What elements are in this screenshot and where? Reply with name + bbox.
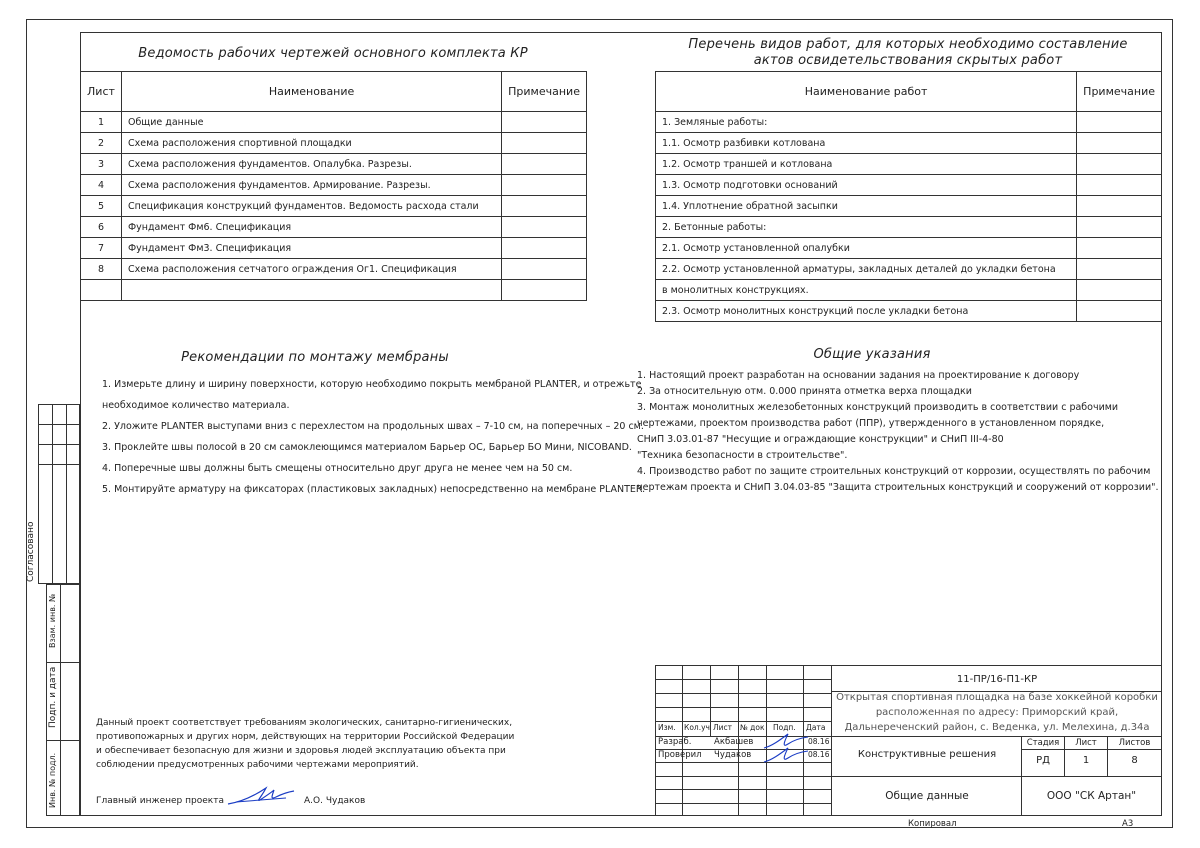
compliance-line: и обеспечивает безопасную для жизни и здоровья людей эксплуатацию объекта при (96, 746, 506, 756)
stamp-doc-title: Общие данные (885, 790, 969, 802)
header-note: Примечание (502, 72, 587, 112)
stamp-sheets: 8 (1131, 755, 1138, 766)
col-header-date: Дата (806, 723, 826, 732)
name-developer: Акбашев (714, 737, 754, 747)
general-text (637, 368, 1157, 496)
stamp-object-line3: Дальнереченский район, с. Веденка, ул. Мелехина, д.34а (844, 722, 1150, 733)
general-line: 4. Производство работ по защите строительных конструкций от коррозии, осуществлять по рабочим (637, 466, 1151, 477)
stamp-stage: РД (1036, 755, 1050, 766)
stamp-company: ООО "СК Артан" (1046, 790, 1137, 802)
side-label-agreed: Согласовано (26, 521, 36, 582)
table-row: 2 Схема расположения спортивной площадки (81, 133, 587, 154)
membrane-text (102, 374, 646, 500)
col-header-list: Лист (713, 723, 733, 732)
drawings-list-title: Ведомость рабочих чертежей основного комплекта КР (138, 46, 528, 61)
membrane-line: необходимое количество материала. (102, 400, 290, 411)
table-row: 1.3. Осмотр подготовки оснований (656, 175, 1162, 196)
general-line: 1. Настоящий проект разработан на основании задания на проектирование к договору (637, 370, 1080, 381)
role-developer: Разраб. (658, 737, 692, 747)
stamp-section: Конструктивные решения (857, 749, 997, 760)
table-row: 1.4. Уплотнение обратной засыпки (656, 196, 1162, 217)
table-row: 3 Схема расположения фундаментов. Опалубка. Разрезы. (81, 154, 587, 175)
footer-copied: Копировал (908, 819, 957, 829)
drawings-list-table (80, 71, 587, 301)
side-stamp (38, 404, 80, 816)
compliance-line: соблюдении предусмотренных рабочими чертежами мероприятий. (96, 760, 419, 770)
side-label-inv-replaced: Взам. инв. № (48, 593, 57, 648)
works-list-table (655, 71, 1162, 322)
works-list-title-line1: Перечень видов работ, для которых необходимо составление (688, 37, 1128, 52)
membrane-line: 5. Монтируйте арматуру на фиксаторах (пластиковых закладных) непосредственно на мембране PLANTER. (102, 484, 646, 495)
header-sheet: Лист (81, 72, 122, 112)
side-label-inv-orig: Инв. № подл. (48, 752, 57, 808)
stamp-sheets-header: Листов (1118, 738, 1151, 748)
table-row: 1.2. Осмотр траншей и котлована (656, 154, 1162, 175)
date-checker: 08.16 (808, 750, 830, 759)
footer-format: А3 (1122, 819, 1134, 829)
membrane-line: 4. Поперечные швы должны быть смещены относительно друг друга не менее чем на 50 см. (102, 463, 573, 474)
membrane-line: 1. Измерьте длину и ширину поверхности, которую необходимо покрыть мембраной PLANTER, и отрежьте (102, 379, 642, 390)
general-line: "Техника безопасности в строительстве". (637, 450, 848, 461)
membrane-line: 3. Проклейте швы полосой в 20 см самоклеющимся материалом Барьер ОС, Барьер БО Мини, NICOBAND. (102, 442, 632, 453)
table-row (81, 280, 587, 301)
table-row: в монолитных конструкциях. (656, 280, 1162, 301)
table-row: 7 Фундамент Фм3. Спецификация (81, 238, 587, 259)
table-row: 2. Бетонные работы: (656, 217, 1162, 238)
general-line: чертежами, проектом производства работ (ППР), утвержденного в установленном порядке, (637, 418, 1105, 429)
stamp-object-line1: Открытая спортивная площадка на базе хоккейной коробки (836, 692, 1158, 703)
header-work-note: Примечание (1077, 72, 1162, 112)
header-work-name: Наименование работ (656, 72, 1077, 112)
chief-engineer-name: А.О. Чудаков (304, 796, 366, 806)
membrane-line: 2. Уложите PLANTER выступами вниз с перехлестом на продольных швах – 7-10 см, на поперечных – 20 см. (102, 421, 644, 432)
table-row: 1 Общие данные (81, 112, 587, 133)
table-row: 6 Фундамент Фм6. Спецификация (81, 217, 587, 238)
works-list-title-line2: актов освидетельствования скрытых работ (753, 53, 1063, 68)
chief-signature (226, 782, 296, 810)
header-name: Наименование (121, 72, 501, 112)
stamp-stage-header: Стадия (1026, 738, 1060, 748)
stamp-object-line2: расположенная по адресу: Приморский край, (875, 707, 1119, 718)
compliance-line: Данный проект соответствует требованиям экологических, санитарно-гигиенических, (96, 718, 513, 728)
stamp-signatures (762, 730, 810, 766)
stamp-sheet-header: Лист (1075, 738, 1097, 748)
general-line: чертежам проекта и СНиП 3.04.03-85 "Защита строительных конструкций и сооружений от коррозии". (637, 482, 1159, 493)
general-line: 2. За относительную отм. 0.000 принята отметка верха площадки (637, 386, 972, 397)
col-header-doc: № док (740, 723, 765, 732)
role-checker: Проверил (658, 750, 702, 760)
table-row: 2.2. Осмотр установленной арматуры, закладных деталей до укладки бетона (656, 259, 1162, 280)
col-header-sign: Подп. (773, 723, 796, 732)
general-title: Общие указания (813, 347, 931, 362)
side-label-sign-date: Подп. и дата (48, 666, 58, 728)
table-row: 4 Схема расположения фундаментов. Армирование. Разрезы. (81, 175, 587, 196)
chief-engineer-label: Главный инженер проекта (96, 796, 224, 806)
compliance-line: противопожарных и других норм, действующих на территории Российской Федерации (96, 732, 515, 742)
table-row: 8 Схема расположения сетчатого ограждения Ог1. Спецификация (81, 259, 587, 280)
general-line: СНиП 3.03.01-87 "Несущие и ограждающие конструкции" и СНиП III-4-80 (637, 434, 1004, 445)
table-row: 5 Спецификация конструкций фундаментов. Ведомость расхода стали (81, 196, 587, 217)
name-checker: Чудаков (714, 750, 752, 760)
table-row: 1. Земляные работы: (656, 112, 1162, 133)
stamp-code: 11-ПР/16-П1-КР (956, 674, 1038, 685)
general-line: 3. Монтаж монолитных железобетонных конструкций производить в соответствии с рабочими (637, 402, 1119, 413)
membrane-title: Рекомендации по монтажу мембраны (181, 350, 449, 365)
date-developer: 08.16 (808, 737, 830, 746)
table-row: 1.1. Осмотр разбивки котлована (656, 133, 1162, 154)
stamp-sheet: 1 (1082, 755, 1090, 766)
col-header-kol: Кол.уч (684, 723, 710, 732)
table-row: 2.3. Осмотр монолитных конструкций после укладки бетона (656, 301, 1162, 322)
table-row: 2.1. Осмотр установленной опалубки (656, 238, 1162, 259)
col-header-izm: Изм. (658, 723, 676, 732)
compliance-block (96, 716, 526, 772)
